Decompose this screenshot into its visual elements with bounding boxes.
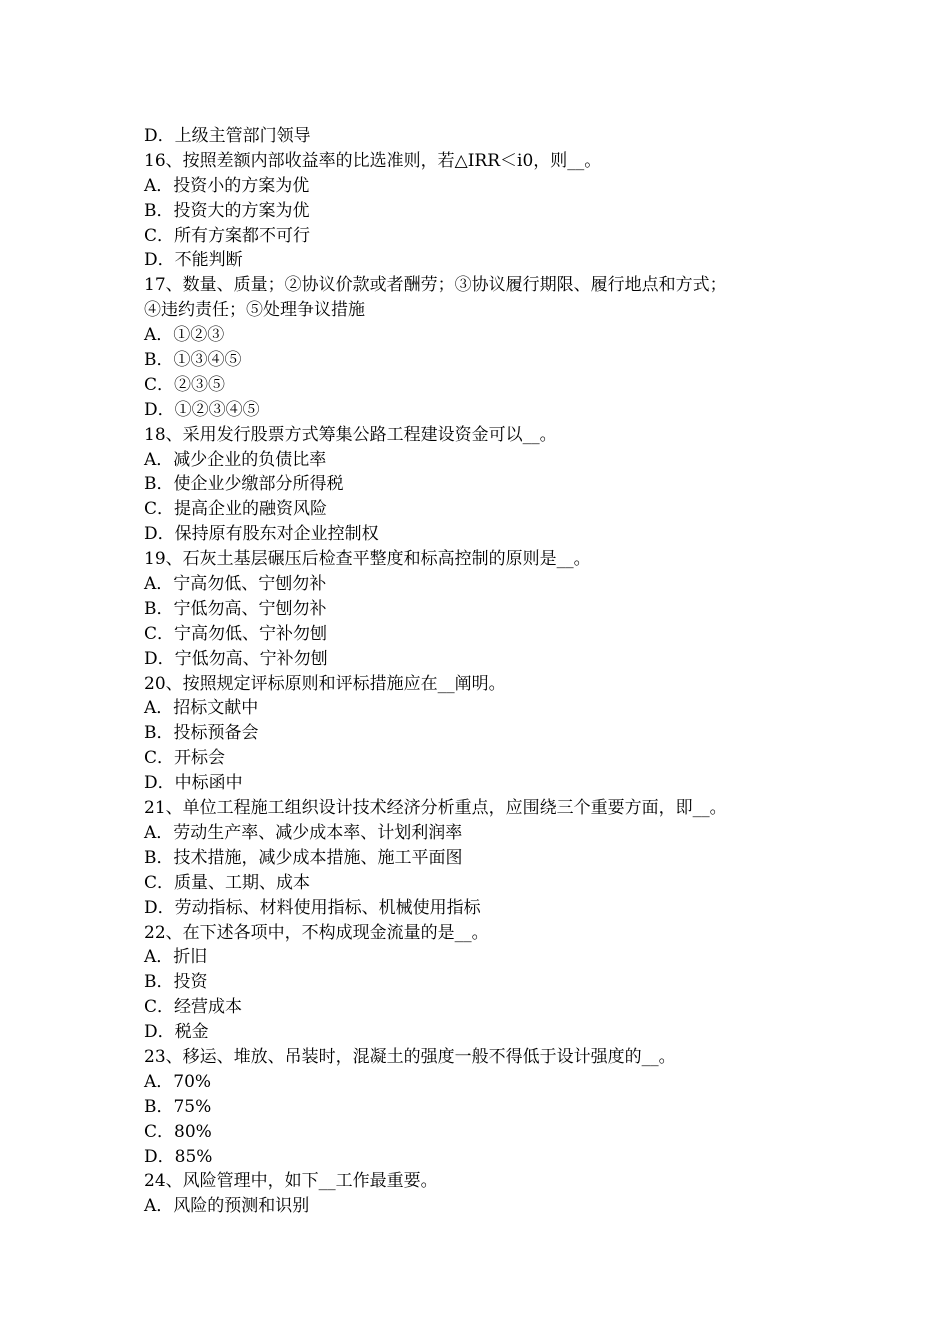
option-line: D．85%	[144, 1146, 213, 1167]
option-line: A．折旧	[144, 947, 208, 968]
option-line: B．75%	[144, 1096, 212, 1117]
document-body	[144, 124, 844, 1219]
option-line: A．劳动生产率、减少成本率、计划利润率	[144, 822, 463, 843]
option-line: D．上级主管部门领导	[144, 126, 311, 146]
option-line: C．宁高勿低、宁补勿刨	[144, 623, 328, 644]
option-line: C．80%	[144, 1121, 212, 1142]
option-line: B．技术措施，减少成本措施、施工平面图	[144, 847, 463, 868]
option-line: B．投资	[144, 972, 208, 993]
option-line: A．投资小的方案为优	[144, 175, 310, 196]
option-line: A．风险的预测和识别	[144, 1196, 310, 1217]
option-line: C．②③⑤	[144, 374, 226, 395]
option-line: D．保持原有股东对企业控制权	[144, 524, 379, 545]
option-line: B．使企业少缴部分所得税	[144, 474, 344, 495]
question-line: 19、石灰土基层碾压后检查平整度和标高控制的原则是__。	[144, 549, 591, 570]
question-line: 24、风险管理中，如下__工作最重要。	[144, 1171, 438, 1192]
option-line: C．所有方案都不可行	[144, 225, 311, 246]
option-line: D．中标函中	[144, 773, 243, 794]
option-line: B．①③④⑤	[144, 350, 242, 371]
option-line: D．劳动指标、材料使用指标、机械使用指标	[144, 897, 481, 918]
option-line: D．宁低勿高、宁补勿刨	[144, 648, 328, 669]
option-line: C．提高企业的融资风险	[144, 499, 328, 520]
question-line: 20、按照规定评标原则和评标措施应在__阐明。	[144, 673, 506, 694]
question-line: 22、在下述各项中，不构成现金流量的是__。	[144, 922, 489, 943]
option-line: A．招标文献中	[144, 698, 259, 719]
option-line: C．质量、工期、成本	[144, 872, 311, 893]
question-line: 18、采用发行股票方式筹集公路工程建设资金可以__。	[144, 424, 557, 445]
option-line: B．投资大的方案为优	[144, 200, 310, 221]
question-line: 16、按照差额内部收益率的比选准则，若△IRR＜i0，则__。	[144, 150, 602, 171]
option-line: D．税金	[144, 1022, 209, 1043]
question-line: 21、单位工程施工组织设计技术经济分析重点，应围绕三个重要方面，即__。	[144, 798, 727, 819]
option-line: A．减少企业的负债比率	[144, 449, 327, 470]
option-line: A．宁高勿低、宁刨勿补	[144, 574, 327, 595]
option-line: A．70%	[144, 1071, 212, 1092]
option-line: A．①②③	[144, 325, 225, 346]
question-line: 23、移运、堆放、吊装时，混凝土的强度一般不得低于设计强度的__。	[144, 1046, 676, 1067]
option-line: D．不能判断	[144, 250, 243, 271]
option-line: C．开标会	[144, 748, 226, 769]
option-line: B．宁低勿高、宁刨勿补	[144, 598, 327, 619]
option-line: B．投标预备会	[144, 723, 259, 744]
option-line: D．①②③④⑤	[144, 399, 260, 420]
question-line-continued: ④违约责任；⑤处理争议措施	[144, 300, 365, 321]
question-line: 17、数量、质量；②协议价款或者酬劳；③协议履行期限、履行地点和方式；	[144, 275, 727, 296]
option-line: C．经营成本	[144, 997, 243, 1018]
